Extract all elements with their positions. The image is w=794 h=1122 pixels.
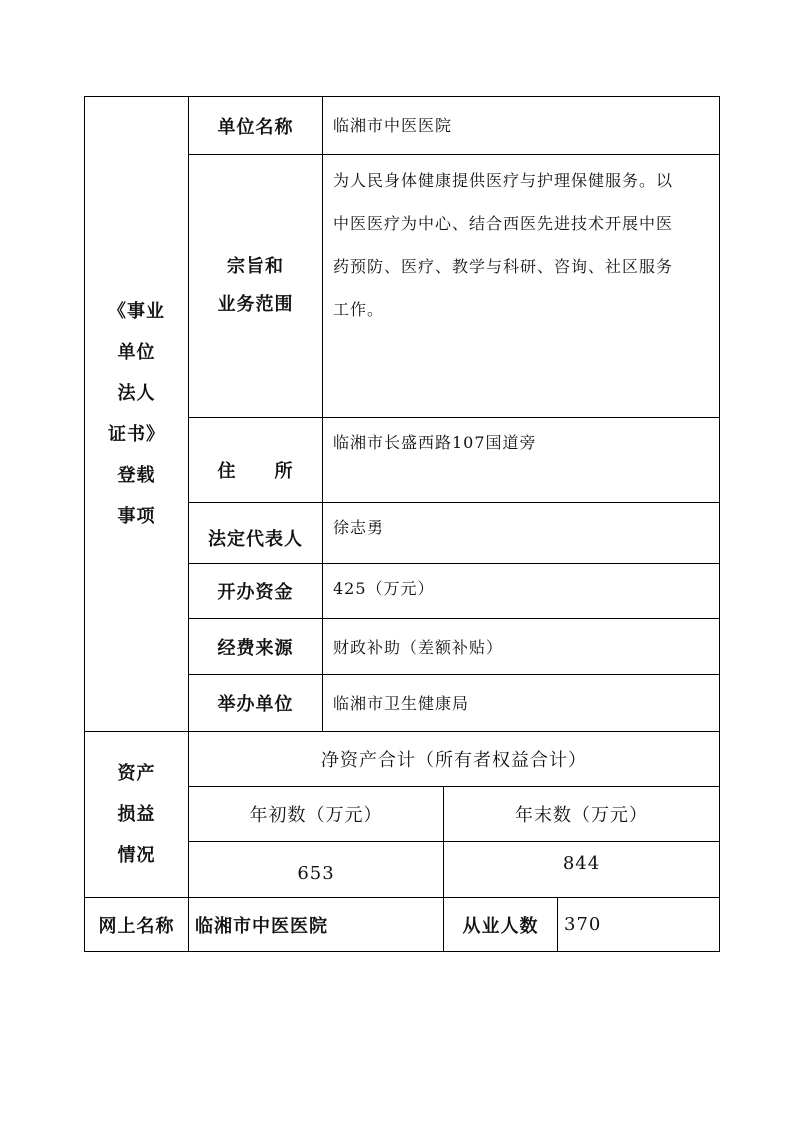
header-line: 损益 (117, 804, 156, 825)
purpose-label-line: 宗旨和 (227, 256, 284, 277)
address-value: 临湘市长盛西路107国道旁 (333, 433, 537, 452)
staff-count-value: 370 (564, 914, 602, 935)
start-capital-label: 开办资金 (217, 582, 294, 603)
legal-representative-value: 徐志勇 (333, 518, 385, 537)
header-line: 资产 (117, 763, 156, 784)
header-line: 登载 (117, 465, 156, 486)
start-of-year-value: 653 (297, 863, 335, 884)
assets-section-header (85, 732, 188, 897)
online-name-value: 临湘市中医医院 (195, 915, 328, 937)
unit-name-value: 临湘市中医医院 (333, 116, 453, 135)
funding-source-value: 财政补助（差额补贴） (333, 638, 504, 657)
start-of-year-label: 年初数（万元） (249, 805, 383, 826)
rule-right (719, 96, 720, 952)
start-capital-value: 425（万元） (333, 579, 435, 598)
address-label: 住 所 (217, 461, 294, 482)
purpose-line: 药预防、医疗、教学与科研、咨询、社区服务 (333, 257, 674, 276)
rule-bottom (84, 951, 720, 952)
header-line: 法人 (117, 383, 156, 404)
header-line: 《事业 (108, 301, 165, 322)
end-of-year-value: 844 (562, 853, 601, 874)
sponsor-unit-label: 举办单位 (217, 694, 294, 715)
purpose-line: 中医医疗为中心、结合西医先进技术开展中医 (333, 214, 674, 233)
online-name-label: 网上名称 (98, 915, 175, 937)
certificate-section-header (85, 97, 188, 731)
sponsor-unit-value: 临湘市卫生健康局 (333, 694, 470, 713)
header-line: 证书》 (108, 424, 165, 445)
header-line: 事项 (117, 506, 156, 527)
header-line: 情况 (117, 845, 156, 866)
staff-count-label: 从业人数 (462, 915, 539, 937)
purpose-scope-value (323, 155, 719, 417)
legal-representative-label: 法定代表人 (208, 529, 303, 550)
header-line: 单位 (117, 342, 156, 363)
purpose-line: 为人民身体健康提供医疗与护理保健服务。以 (333, 171, 674, 190)
purpose-scope-label (189, 155, 322, 417)
funding-source-label: 经费来源 (217, 637, 294, 659)
purpose-label-line: 业务范围 (217, 294, 294, 315)
registration-table (84, 96, 720, 952)
purpose-line: 工作。 (333, 300, 385, 319)
net-assets-title: 净资产合计（所有者权益合计） (321, 750, 587, 771)
unit-name-label: 单位名称 (217, 116, 294, 138)
end-of-year-label: 年末数（万元） (515, 805, 648, 826)
